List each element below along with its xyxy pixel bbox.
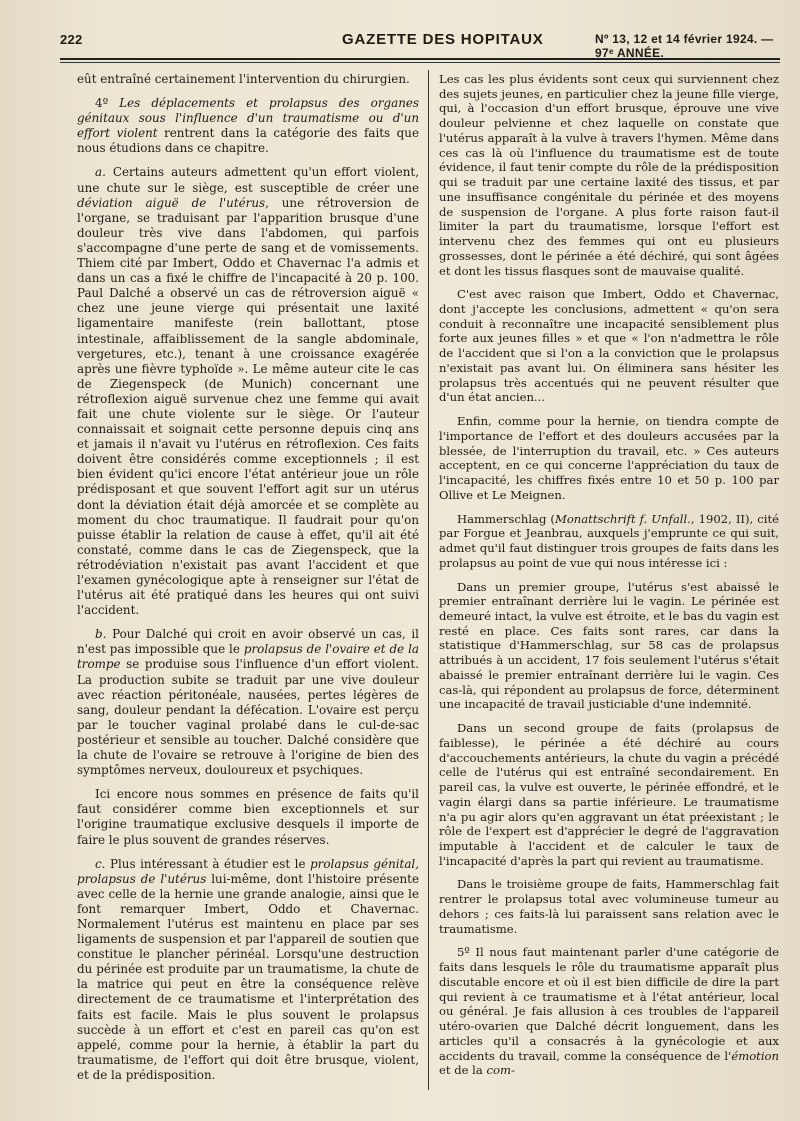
emphasis: prolapsus de l'ovaire et de la trompe: [77, 642, 419, 672]
right-column: [439, 72, 779, 1078]
page-header: [60, 28, 782, 60]
paragraph: [77, 96, 419, 156]
left-column: [77, 72, 419, 1083]
header-rule-thin: [60, 62, 780, 63]
paragraph: eût entraîné certainement l'intervention du chirurgien.: [77, 72, 410, 86]
emphasis: déviation aiguë de l'utérus: [77, 195, 266, 210]
text-run: Certains auteurs admettent qu'un effort violent, une chute sur le siège, est susceptible de créer une: [77, 165, 419, 195]
text-run: Plus intéressant à étudier est le: [105, 856, 311, 871]
text-run: et de la: [439, 1063, 487, 1078]
item-label: c.: [95, 856, 106, 871]
paragraph: [77, 627, 419, 778]
paragraph: C'est avec raison que Imbert, Oddo et Chavernac, dont j'accepte les conclusions, admettent « qu'on sera conduit à reconnaître une incapacité sensiblement plus forte aux jeunes filles » et que « l'on n'admettra le rôle de l'accident que si l'on a la conviction que le prolapsus n'existait pas avant lui. On éliminera sans hésiter les prolapsus très accentués qui ne peuvent résulter que d'un état ancien...: [439, 287, 779, 405]
section-number: 4º: [95, 96, 120, 111]
paragraph: [439, 945, 779, 1078]
paragraph: Dans un premier groupe, l'utérus s'est abaissé le premier entraînant derrière lui le vagin. Le périnée est demeuré intact, la vulve est étroite, et le bas du vagin est resté en place. Ces faits sont rares, car dans la statistique d'Hammerschlag, sur 58 cas de prolapsus attribués à un accident, 17 fois seulement l'utérus s'était abaissé le premier entraînant derrière lui le vagin. Ces cas-là, qui répondent au prolapsus de force, déterminent une incapacité de travail justiciable d'une indemnité.: [439, 579, 779, 712]
emphasis: émotion: [731, 1048, 779, 1063]
emphasis: prolapsus génital, prolapsus de l'utérus: [77, 856, 419, 886]
paragraph: [77, 165, 419, 618]
paragraph: [77, 857, 419, 1083]
text-run: 5º Il nous faut maintenant parler d'une catégorie de faits dans lesquels le rôle du traumatisme apparaît plus discutable encore et où il est bien difficile de dire la part qui revient à ce traumatisme et à l'état antérieur, local ou général. Je fais allusion à ces troubles de l'appareil utéro-ovarien que Dalché décrit longuement, dans les articles qu'il a consacrés à la gynécologie et aux accidents du travail, comme la conséquence de l': [439, 945, 779, 1063]
paragraph: Dans un second groupe de faits (prolapsus de faiblesse), le périnée a été déchiré au cours d'accouchements antérieurs, la chute du vagin a précédé celle de l'utérus qui est entraîné secondairement. En pareil cas, la vulve est ouverte, le périnée effondré, et le vagin élargi dans sa partie inférieure. Le traumatisme n'a pu agir alors qu'en aggravant un état préexistant ; le rôle de l'expert est d'apprécier le degré de l'aggravation imputable à l'accident et de calculer le taux de l'incapacité d'après la part qui revient au traumatisme.: [439, 721, 779, 868]
paragraph: [439, 512, 779, 571]
paragraph: Dans le troisième groupe de faits, Hammerschlag fait rentrer le prolapsus total avec volumineuse tumeur au dehors ; ces faits-là lui paraissent sans relation avec le traumatisme.: [439, 877, 779, 936]
text-run: lui-même, dont l'histoire présente avec celle de la hernie une grande analogie, ainsi que le font remarquer Imbert, Oddo et Chavernac. Normalement l'utérus est maintenu en place par ses ligaments de suspension et par l'appareil de soutien que constitue le plancher périnéal. Lorsqu'une destruction du périnée est produite par un traumatisme, la chute de la matrice qui peut en être la conséquence relève directement de ce traumatisme et l'interprétation des faits est facile. Mais le plus souvent le prolapsus succède à un effort et c'est en pareil cas qu'on est appelé, comme pour la hernie, à établir la part du traumatisme, de l'effort qui doit être brusque, violent, et de la prédisposition.: [77, 871, 419, 1082]
text-run: se produise sous l'influence d'un effort violent. La production subite se traduit par une vive douleur avec réaction péritonéale, nausées, pertes légères de sang, douleur pendant la défécation. L'ovaire est perçu par le toucher vaginal prolabé dans le cul-de-sac postérieur et sensible au toucher. Dalché considère que la chute de l'ovaire se retrouve à l'origine de bien des symptômes nerveux, douloureux et psychiques.: [77, 657, 419, 778]
item-label: a.: [95, 165, 106, 180]
citation-title: Monattschrift f. Unfall.: [554, 511, 691, 526]
paragraph: Enfin, comme pour la hernie, on tiendra compte de l'importance de l'effort et des douleurs accusées par la blessée, de l'interruption du travail, etc. » Ces auteurs acceptent, en ce qui concerne l'appréciation du taux de l'incapacité, les chiffres fixés entre 10 et 50 p. 100 par Ollive et Le Meignen.: [439, 414, 779, 502]
section-heading: Les déplacements et prolapsus des organes génitaux sous l'influence d'un traumatisme ou d'un effort violent: [77, 96, 420, 141]
text-run: Hammerschlag (: [457, 511, 555, 526]
text-run: , 1902, II), cité par Forgue et Jeanbrau, auxquels j'emprunte ce qui suit, admet qu'il faut distinguer trois groupes de faits dans les prolapsus au point de vue qui nous intéresse ici :: [439, 511, 779, 570]
column-divider: [428, 70, 429, 1090]
page-number: 222: [60, 32, 83, 47]
header-rule-thick: [60, 58, 780, 60]
paragraph: Ici encore nous sommes en présence de faits qu'il faut considérer comme bien exceptionnels et sur l'origine traumatique exclusive desquels il importe de faire le plus souvent de grandes réserves.: [77, 787, 419, 847]
text-run: , une rétroversion de l'organe, se traduisant par l'apparition brusque d'une douleur très vive dans l'abdomen, qui parfois s'accompagne d'une perte de sang et de vomissements. Thiem cité par Imbert, Oddo et Chavernac l'a admis et dans un cas a fixé le chiffre de l'incapacité à 20 p. 100. Paul Dalché a observé un cas de rétroversion aiguë « chez une jeune vierge qui présentait une laxité ligamentaire manifeste (rein ballottant, ptose intestinale, affaiblissement de la sangle abdominale, vergetures, etc.), tenant à une croissance exagérée après une fièvre typhoïde ». Le même auteur cite le cas de Ziegenspeck (de Munich) concernant une rétroflexion aiguë survenue chez une femme qui avait fait une chute violente sur le siège. Or l'auteur connaissait et soignait cette personne depuis cinq ans et jamais il n'avait vu l'utérus en rétroflexion. Ces faits doivent être considérés comme exceptionnels ; il est bien évident qu'ici encore l'état antérieur joue un rôle prédisposant et que souvent l'effort agit sur un utérus dont la déviation était déjà amorcée et se complète au moment du choc traumatique. Il faudrait pour qu'on puisse établir la relation de cause à effet, qu'il ait été constaté, comme dans le cas de Ziegenspeck, que la rétrodéviation n'existait pas avant l'accident et que l'examen gynécologique apte à renseigner sur l'état de l'utérus ait été pratiqué dans les heures qui ont suivi l'accident.: [77, 195, 419, 618]
issue-info: Nº 13, 12 et 14 février 1924. — 97ᵉ ANNÉE.: [595, 32, 774, 60]
item-label: b.: [95, 627, 107, 642]
text-run: Pour Dalché qui croit en avoir observé un cas, il n'est pas impossible que le: [77, 627, 419, 657]
paragraph: Les cas les plus évidents sont ceux qui surviennent chez des sujets jeunes, en particulier chez la jeune fille vierge, qui, à l'occasion d'un effort brusque, éprouve une vive douleur pelvienne et chez laquelle on constate que l'utérus apparaît à la vulve à travers l'hymen. Même dans ces cas là où l'influence du traumatisme est de toute évidence, il faut tenir compte du rôle de la prédisposition qui se traduit par une certaine laxité des tissus, et par une insuffisance congénitale du périnée et des moyens de suspension de l'organe. A plus forte raison faut-il limiter la part du traumatisme, lorsque l'effort est intervenu chez des femmes qui ont eu plusieurs grossesses, dont le périnée a été déchiré, qui sont âgées et dont les tissus flasques sont de mauvaise qualité.: [439, 72, 779, 278]
text-run: rentrent dans la catégorie des faits que nous étudions dans ce chapitre.: [77, 126, 419, 156]
emphasis: com-: [486, 1063, 515, 1078]
journal-title: GAZETTE DES HOPITAUX: [342, 31, 544, 48]
